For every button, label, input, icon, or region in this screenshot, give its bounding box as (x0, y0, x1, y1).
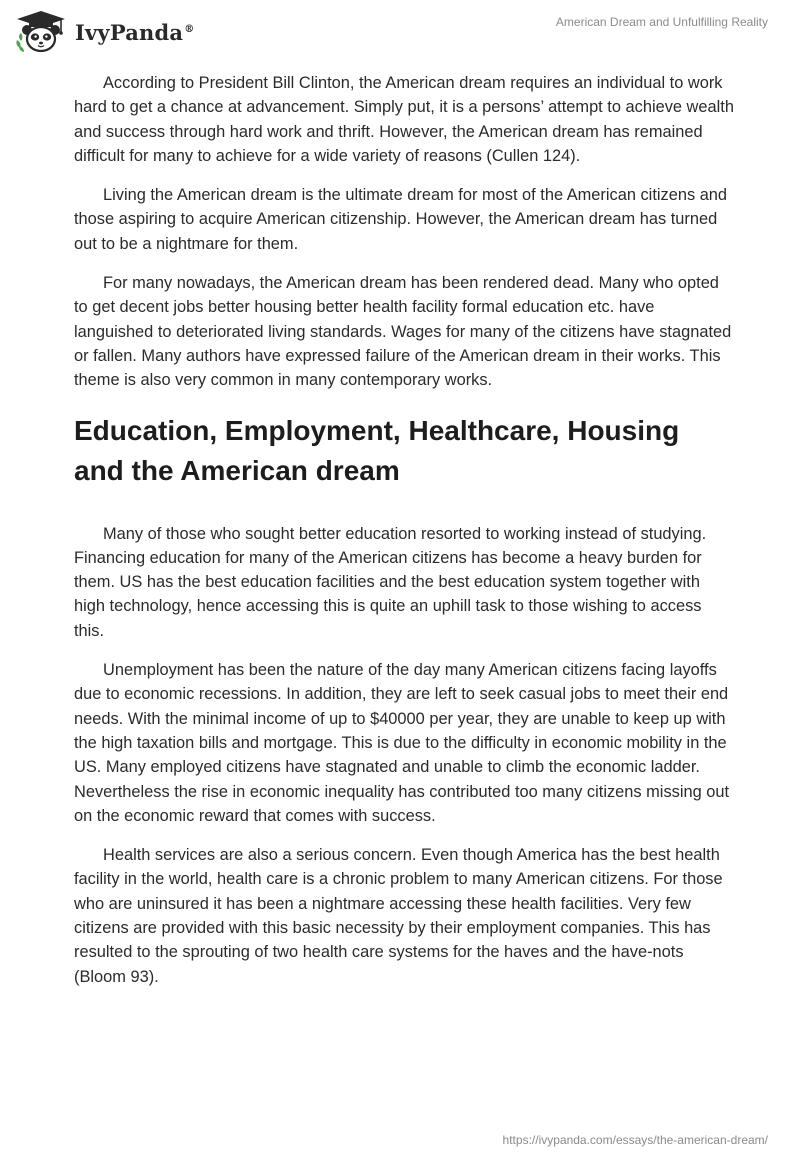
page-header (0, 0, 800, 56)
paragraph: For many nowadays, the American dream has been rendered dead. Many who opted to get decent jobs better housing better health facility formal education etc. have languished to deteriorated living standards. Wages for many of the citizens have stagnated or fallen. Many authors have expressed failure of the American dream in their works. This theme is also very common in many contemporary works. (74, 274, 732, 390)
paragraph: Living the American dream is the ultimate dream for most of the American citizens and those aspiring to acquire American citizenship. However, the American dream has turned out to be a nightmare for them. (74, 186, 728, 253)
essay-content (74, 71, 734, 1004)
paragraph: Unemployment has been the nature of the day many American citizens facing layoffs due to economic recessions. In addition, they are left to seek casual jobs to meet their end needs. With the minimal income of up to $40000 per year, they are unable to keep up with the high taxation bills and mortgage. This is due to the difficulty in economic mobility in the US. Many employed citizens have stagnated and unable to climb the economic ladder. Nevertheless the rise in economic inequality has contributed too many citizens missing out on the economic reward that comes with success. (74, 661, 730, 825)
paragraph: Many of those who sought better education resorted to working instead of studying. Financing education for many of the American citizens has become a heavy burden for them. US has the best education facilities and the best education system together with high technology, hence accessing this is quite an uphill task to those wishing to access this. (74, 524, 707, 640)
logo-wordmark: IvyPanda® (75, 19, 195, 45)
paragraph: Health services are also a serious concern. Even though America has the best health facility in the world, health care is a chronic problem to many American citizens. For those who are uninsured it has been a nightmare accessing these health facilities. Very few citizens are provided with this basic necessity by their employment companies. This has resulted to the sprouting of two health care systems for the haves and the have-nots (Bloom 93). (74, 846, 723, 986)
source-url[interactable]: https://ivypanda.com/essays/the-american-dream/ (502, 1133, 768, 1147)
document-title: American Dream and Unfulfilling Reality (555, 15, 768, 29)
ivypanda-logo[interactable] (15, 10, 194, 54)
panda-graduate-icon (15, 10, 67, 54)
section-heading: Education, Employment, Healthcare, Housing and the American dream (74, 414, 680, 486)
paragraph: According to President Bill Clinton, the American dream requires an individual to work hard to get a chance at advancement. Simply put, it is a persons’ attempt to achieve wealth and success through hard work and thrift. However, the American dream has remained difficult for many to achieve for a wide variety of reasons (Cullen 124). (74, 74, 734, 165)
